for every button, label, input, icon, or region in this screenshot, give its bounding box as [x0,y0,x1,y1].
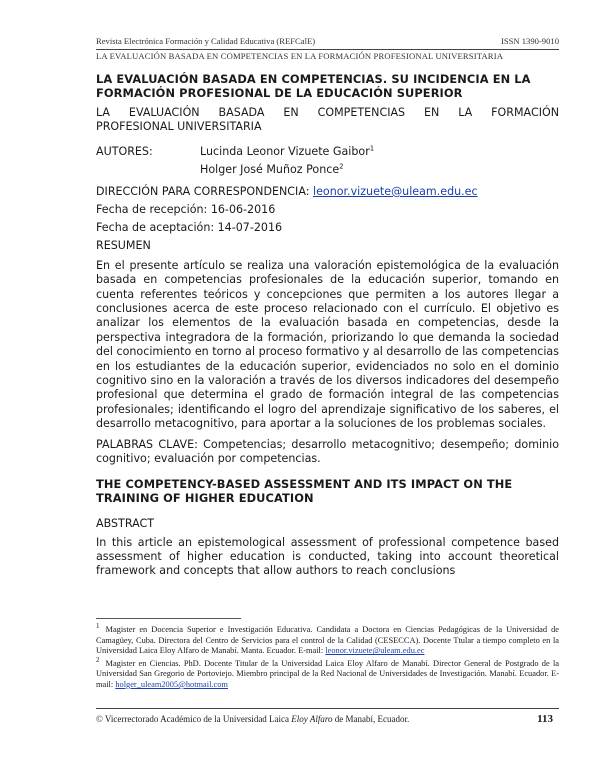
copyright: © Vicerrectorado Académico de la Universidad Laica Eloy Alfaro de Manabí, Ecuador. [96,714,410,724]
page-footer [96,708,559,725]
title-english: THE COMPETENCY-BASED ASSESSMENT AND ITS IMPACT ON THE TRAINING OF HIGHER EDUCATION [96,476,513,505]
footnote-rule [96,618,241,619]
running-title: LA EVALUACIÓN BASADA EN COMPETENCIAS EN LA FORMACIÓN PROFESIONAL UNIVERSITARIA [96,51,504,61]
footnote-1: $^1$ Magister en Docencia Superior e Investigación Educativa. Candidata a Doctora en Ciencias Pedagógicas de la Universidad de Camagüey, Cuba. Directora del Centro de Servicios para el control de la Calidad (CESECCA). Docente Ttular a tiempo completo en la Universidad Laica Eloy Alfaro de Manabí. Manta. Ecuador. E-mail: leonor.vizuete@uleam.edu.ec [96,622,559,656]
author-2: Holger José Muñoz Ponce$^2$ [200,162,344,176]
authors-block [96,143,559,179]
issn: ISSN 1390-9010 [500,36,559,46]
subtitle-line-2: PROFESIONAL UNIVERSITARIA [96,120,262,134]
subtitle-line-1: LA EVALUACIÓN BASADA EN COMPETENCIAS EN LA FORMACIÓN [96,106,559,119]
keywords: PALABRAS CLAVE: Competencias; desarrollo metacognitivo; desempeño; dominio cognitivo; evaluación por competencias. [96,437,559,466]
footnote-1-email-link[interactable]: leonor.vizuete@uleam.edu.ec [325,646,425,656]
title-spanish: LA EVALUACIÓN BASADA EN COMPETENCIAS. SU INCIDENCIA EN LA FORMACIÓN PROFESIONAL DE LA EDUCACIÓN SUPERIOR [96,72,531,100]
accepted-date: Fecha de aceptación: 14-07-2016 [96,220,283,234]
footer-rule [96,708,559,709]
article-body [96,72,559,579]
journal-name: Revista Electrónica Formación y Calidad Educativa (REFCalE) [96,36,316,46]
footnotes [96,618,559,693]
correspondence-email-link[interactable]: leonor.vizuete@uleam.edu.ec [313,184,478,198]
author-1: Lucinda Leonor Vizuete Gaibor$^1$ [200,144,375,158]
header-rule [96,49,559,50]
page-number: 113 [537,713,553,725]
abstract-text: In this article an epistemological assessment of professional competence based assessment of higher education is conducted, taking into account theoretical framework and concepts that allow authors to reach conclusions [96,535,559,578]
received-date: Fecha de recepción: 16-06-2016 [96,202,276,216]
page-header [96,36,559,62]
footnote-2-email-link[interactable]: holger_uleam2005@hotmail.com [115,679,228,689]
correspondence [96,183,559,201]
correspondence-label: DIRECCIÓN PARA CORRESPONDENCIA: [96,184,310,198]
subtitle [96,106,559,135]
resumen-heading: RESUMEN [96,238,151,252]
resumen-text: En el presente artículo se realiza una valoración epistemológica de la evaluación basada en competencias profesionales de la educación superior, tomando en cuenta referentes teóricos y concepciones que permiten a los autores llegar a conclusiones acerca de este proceso relacionado con el currículo. El objetivo es analizar los elementos de la evaluación basada en competencias, desde la perspectiva integradora de la formación, priorizando lo que demanda la sociedad del conocimiento en torno al proceso formativo y al desarrollo de las competencias en los estudiantes de la educación superior, evidenciados no solo en el dominio cognitivo sino en la valoración a través de los diversos indicadores del desempeño profesional que determina el grado de formación integral de las competencias profesionales; identificando el logro del aprendizaje significativo de los saberes, el desarrollo metacognitivo, para aportar a la soluciones de los problemas sociales. [96,258,559,431]
abstract-heading: ABSTRACT [96,516,154,530]
authors-label: AUTORES: [96,144,153,158]
footnote-2: $^2$ Magister en Ciencias. PhD. Docente Titular de la Universidad Laica Eloy Alfaro de Manabí. Director General de Postgrado de la Universidad San Gregorio de Portoviejo. Miembro principal de la Red Nacional de Universidades de Investigación. Manabí. Ecuador. E-mail: holger_uleam2005@hotmail.com [96,655,559,689]
